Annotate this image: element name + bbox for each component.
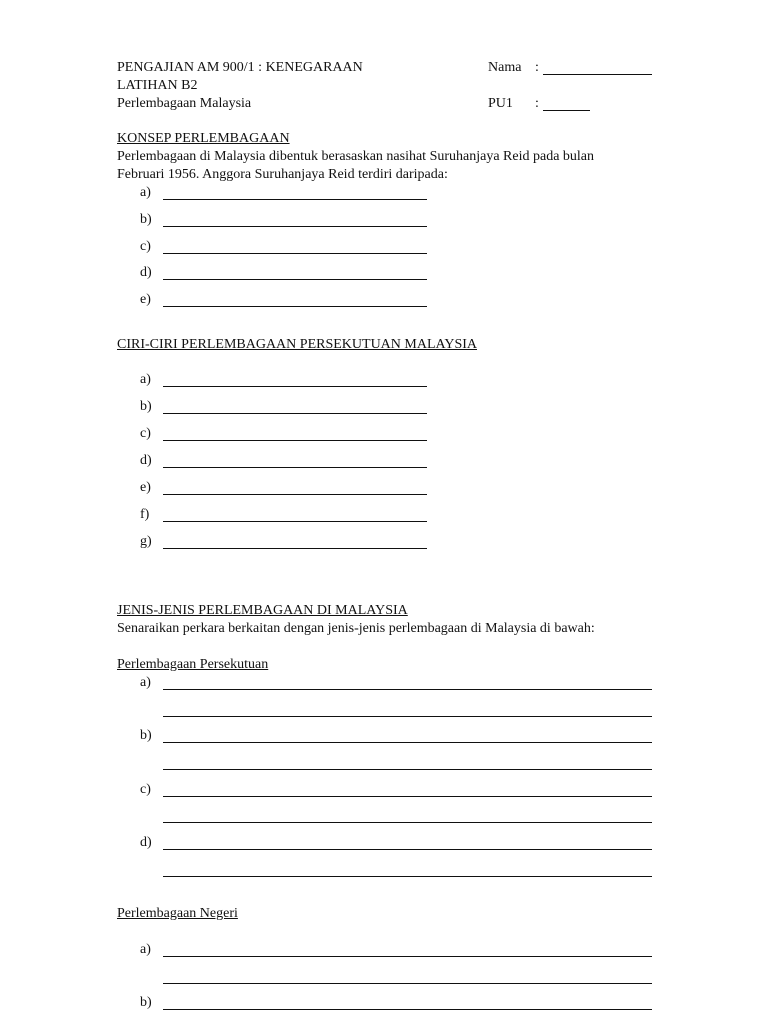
item-label: a) [140, 372, 151, 387]
exercise-label: LATIHAN B2 [117, 78, 198, 93]
item-label: b) [140, 728, 152, 743]
answer-line[interactable] [163, 689, 652, 690]
item-label: g) [140, 534, 152, 549]
item-label: b) [140, 212, 152, 227]
subsection-heading-persekutuan: Perlembagaan Persekutuan [117, 657, 269, 672]
item-label: c) [140, 782, 151, 797]
answer-line[interactable] [163, 1009, 652, 1010]
name-label: Nama [488, 60, 522, 75]
answer-line[interactable] [163, 956, 652, 957]
answer-line[interactable] [163, 306, 427, 307]
item-label: a) [140, 185, 151, 200]
item-label: d) [140, 453, 152, 468]
subsection-heading-negeri: Perlembagaan Negeri [117, 906, 238, 921]
worksheet-title: PENGAJIAN AM 900/1 : KENEGARAAN [117, 60, 363, 75]
item-label: d) [140, 265, 152, 280]
item-label: a) [140, 675, 151, 690]
section-heading-ciri: CIRI-CIRI PERLEMBAGAAN PERSEKUTUAN MALAYSIA [117, 337, 478, 352]
answer-line[interactable] [163, 253, 427, 254]
answer-line[interactable] [163, 742, 652, 743]
answer-line[interactable] [163, 716, 652, 717]
item-label: b) [140, 399, 152, 414]
item-label: f) [140, 507, 150, 522]
class-field[interactable] [543, 110, 590, 111]
section-intro-line: Perlembagaan di Malaysia dibentuk berasaskan nasihat Suruhanjaya Reid pada bulan [117, 149, 595, 164]
answer-line[interactable] [163, 796, 652, 797]
answer-line[interactable] [163, 769, 652, 770]
answer-line[interactable] [163, 413, 427, 414]
section-intro-line: Senaraikan perkara berkaitan dengan jenis-jenis perlembagaan di Malaysia di bawah: [117, 621, 595, 636]
item-label: b) [140, 995, 152, 1010]
answer-line[interactable] [163, 822, 652, 823]
answer-line[interactable] [163, 494, 427, 495]
class-separator: : [535, 96, 539, 111]
section-heading-konsep: KONSEP PERLEMBAGAAN [117, 131, 290, 146]
item-label: a) [140, 942, 151, 957]
item-label: e) [140, 480, 151, 495]
section-heading-jenis: JENIS-JENIS PERLEMBAGAAN DI MALAYSIA [117, 603, 408, 618]
item-label: c) [140, 239, 151, 254]
name-separator: : [535, 60, 539, 75]
section-intro-line: Februari 1956. Anggora Suruhanjaya Reid terdiri daripada: [117, 167, 448, 182]
topic-label: Perlembagaan Malaysia [117, 96, 252, 111]
answer-line[interactable] [163, 440, 427, 441]
answer-line[interactable] [163, 548, 427, 549]
answer-line[interactable] [163, 521, 427, 522]
answer-line[interactable] [163, 386, 427, 387]
item-label: d) [140, 835, 152, 850]
answer-line[interactable] [163, 279, 427, 280]
answer-line[interactable] [163, 467, 427, 468]
item-label: e) [140, 292, 151, 307]
answer-line[interactable] [163, 226, 427, 227]
name-field[interactable] [543, 74, 652, 75]
answer-line[interactable] [163, 983, 652, 984]
answer-line[interactable] [163, 199, 427, 200]
answer-line[interactable] [163, 876, 652, 877]
item-label: c) [140, 426, 151, 441]
class-label: PU1 [488, 96, 513, 111]
answer-line[interactable] [163, 849, 652, 850]
